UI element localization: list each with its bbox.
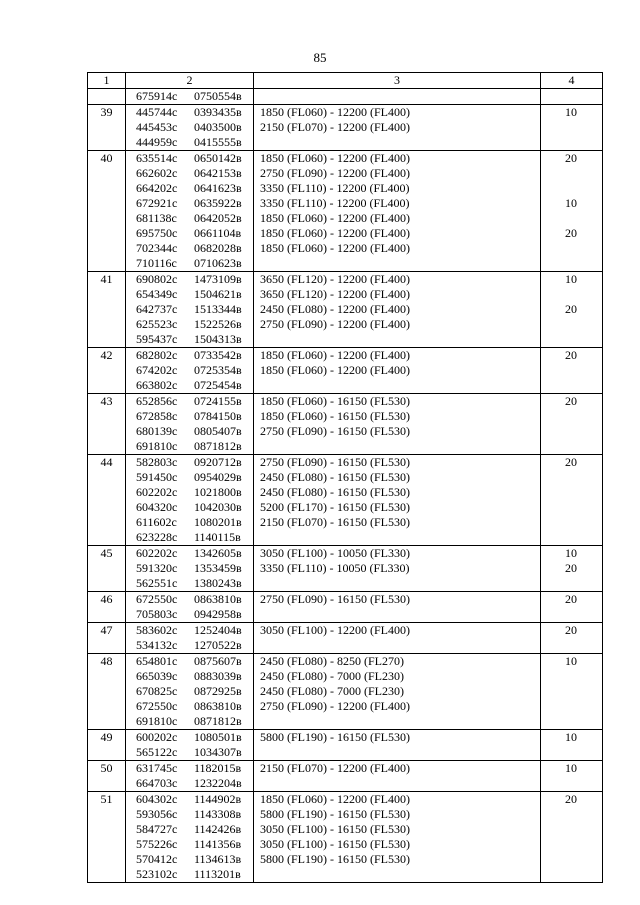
latitude-value: 662602c (136, 166, 178, 180)
value-line: 10 (565, 730, 577, 744)
coordinate-line (136, 807, 251, 822)
altitude-range: 5800 (FL190) - 16150 (FL530) (260, 807, 410, 821)
table-row (88, 455, 603, 546)
latitude-value: 584727c (136, 822, 178, 836)
coordinate-line (136, 363, 251, 378)
table-row (88, 348, 603, 394)
coordinate-line (136, 638, 251, 653)
latitude-value: 445744c (136, 105, 178, 119)
value-line: 10 (565, 196, 577, 210)
value-line: 20 (565, 455, 577, 469)
coordinate-line (136, 730, 251, 745)
latitude-value: 652856c (136, 394, 178, 408)
latitude-value: 670825c (136, 684, 178, 698)
row-number: 49 (88, 730, 126, 761)
longitude-value: 0642153в (194, 166, 242, 180)
altitude-range: 3650 (FL120) - 12200 (FL400) (260, 287, 410, 301)
value-cell (541, 761, 603, 792)
coordinate-line (136, 867, 251, 882)
coordinates-cell (126, 623, 254, 654)
value-cell (541, 546, 603, 592)
altitude-range: 2750 (FL090) - 16150 (FL530) (260, 424, 410, 438)
coordinate-line (136, 120, 251, 135)
coordinate-line (136, 837, 251, 852)
value-cell (541, 394, 603, 455)
latitude-value: 625523c (136, 317, 178, 331)
table-row (88, 623, 603, 654)
longitude-value: 1021800в (194, 485, 242, 499)
page-number: 85 (313, 50, 327, 65)
longitude-value: 0710623в (194, 256, 242, 270)
coordinates-cell (126, 792, 254, 883)
latitude-value: 663802c (136, 378, 178, 392)
value-line: 10 (565, 105, 577, 119)
coordinate-line (136, 439, 251, 454)
altitude-range: 2450 (FL080) - 7000 (FL230) (260, 684, 404, 698)
latitude-value: 602202c (136, 546, 178, 560)
latitude-value: 604320c (136, 500, 178, 514)
latitude-value: 445453c (136, 120, 178, 134)
altitude-cell (254, 546, 541, 592)
longitude-value: 0954029в (194, 470, 242, 484)
altitude-range: 2450 (FL080) - 16150 (FL530) (260, 485, 410, 499)
coordinate-line (136, 455, 251, 470)
coordinate-line (136, 211, 251, 226)
latitude-value: 680139c (136, 424, 178, 438)
altitude-cell (254, 455, 541, 546)
coordinate-line (136, 135, 251, 150)
value-line: 20 (565, 348, 577, 362)
value-line: 10 (565, 761, 577, 775)
table-row (88, 730, 603, 761)
coordinate-line (136, 348, 251, 363)
latitude-value: 523102c (136, 867, 178, 881)
header-row (88, 73, 603, 89)
row-number: 46 (88, 592, 126, 623)
row-number: 50 (88, 761, 126, 792)
altitude-cell (254, 592, 541, 623)
latitude-value: 611602c (136, 515, 177, 529)
coordinate-line (136, 515, 251, 530)
altitude-range: 1850 (FL060) - 12200 (FL400) (260, 211, 410, 225)
coordinate-line (136, 317, 251, 332)
row-number: 40 (88, 151, 126, 272)
longitude-value: 0942958в (194, 607, 242, 621)
altitude-cell (254, 394, 541, 455)
altitude-range: 2750 (FL090) - 12200 (FL400) (260, 317, 410, 331)
value-line (565, 166, 600, 181)
coordinate-line (136, 256, 251, 271)
value-cell (541, 272, 603, 348)
longitude-value: 0650142в (194, 151, 242, 165)
coordinate-line (136, 485, 251, 500)
altitude-range: 1850 (FL060) - 16150 (FL530) (260, 409, 410, 423)
coordinate-line (136, 166, 251, 181)
coordinate-line (136, 822, 251, 837)
value-cell (541, 654, 603, 730)
longitude-value: 1232204в (194, 776, 242, 790)
longitude-value: 0784150в (194, 409, 242, 423)
longitude-value: 0733542в (194, 348, 242, 362)
longitude-value: 1134613в (194, 852, 242, 866)
value-line (565, 287, 600, 302)
value-cell (541, 105, 603, 151)
coordinates-cell (126, 348, 254, 394)
longitude-value: 1141356в (194, 837, 242, 851)
coordinate-line (136, 151, 251, 166)
value-cell (541, 89, 603, 105)
coordinate-line (136, 241, 251, 256)
altitude-range: 1850 (FL060) - 16150 (FL530) (260, 394, 410, 408)
longitude-value: 1034307в (194, 745, 242, 759)
coordinate-line (136, 669, 251, 684)
value-cell (541, 730, 603, 761)
latitude-value: 702344c (136, 241, 178, 255)
latitude-value: 672550c (136, 699, 178, 713)
coordinate-line (136, 776, 251, 791)
value-cell (541, 623, 603, 654)
latitude-value: 604302c (136, 792, 178, 806)
coordinates-cell (126, 761, 254, 792)
longitude-value: 1342605в (194, 546, 242, 560)
column-header-4: 4 (541, 73, 603, 89)
value-line (565, 181, 600, 196)
latitude-value: 664202c (136, 181, 178, 195)
value-cell (541, 348, 603, 394)
longitude-value: 0871812в (194, 714, 242, 728)
value-line: 10 (565, 272, 577, 286)
coordinate-line (136, 89, 251, 104)
latitude-value: 642737c (136, 302, 178, 316)
longitude-value: 1252404в (194, 623, 242, 637)
longitude-value: 1504313в (194, 332, 242, 346)
latitude-value: 595437c (136, 332, 178, 346)
table-row (88, 394, 603, 455)
coordinate-line (136, 546, 251, 561)
coordinates-cell (126, 654, 254, 730)
row-number (88, 89, 126, 105)
longitude-value: 1270522в (194, 638, 242, 652)
coordinate-line (136, 530, 251, 545)
longitude-value: 0725354в (194, 363, 242, 377)
coordinate-line (136, 623, 251, 638)
latitude-value: 444959c (136, 135, 178, 149)
longitude-value: 0724155в (194, 394, 242, 408)
longitude-value: 1504621в (194, 287, 242, 301)
coordinate-line (136, 561, 251, 576)
latitude-value: 674202c (136, 363, 178, 377)
altitude-range: 3650 (FL120) - 12200 (FL400) (260, 272, 410, 286)
altitude-range: 2750 (FL090) - 12200 (FL400) (260, 166, 410, 180)
coordinate-line (136, 287, 251, 302)
longitude-value: 1143308в (194, 807, 242, 821)
latitude-value: 600202c (136, 730, 178, 744)
longitude-value: 0393435в (194, 105, 242, 119)
latitude-value: 681138c (136, 211, 177, 225)
latitude-value: 631745c (136, 761, 178, 775)
coordinate-line (136, 378, 251, 393)
latitude-value: 602202c (136, 485, 178, 499)
longitude-value: 1113201в (194, 867, 241, 881)
altitude-cell (254, 623, 541, 654)
value-line: 20 (565, 226, 577, 240)
altitude-range: 1850 (FL060) - 12200 (FL400) (260, 348, 410, 362)
latitude-value: 583602c (136, 623, 178, 637)
coordinate-line (136, 226, 251, 241)
latitude-value: 654349c (136, 287, 178, 301)
table-body (88, 73, 603, 883)
longitude-value: 1513344в (194, 302, 242, 316)
coordinates-cell (126, 105, 254, 151)
latitude-value: 593056c (136, 807, 178, 821)
row-number: 41 (88, 272, 126, 348)
table-row (88, 546, 603, 592)
latitude-value: 635514c (136, 151, 178, 165)
altitude-range: 1850 (FL060) - 12200 (FL400) (260, 363, 410, 377)
table-row (88, 105, 603, 151)
longitude-value: 0403500в (194, 120, 242, 134)
latitude-value: 591450c (136, 470, 178, 484)
altitude-cell (254, 151, 541, 272)
coordinates-cell (126, 455, 254, 546)
altitude-range: 2450 (FL080) - 7000 (FL230) (260, 669, 404, 683)
altitude-range: 3050 (FL100) - 16150 (FL530) (260, 837, 410, 851)
altitude-range: 3350 (FL110) - 10050 (FL330) (260, 561, 410, 575)
latitude-value: 623228c (136, 530, 178, 544)
longitude-value: 1522526в (194, 317, 242, 331)
altitude-cell (254, 348, 541, 394)
altitude-cell (254, 272, 541, 348)
longitude-value: 1353459в (194, 561, 242, 575)
altitude-range: 5200 (FL170) - 16150 (FL530) (260, 500, 410, 514)
coordinates-cell (126, 394, 254, 455)
coordinates-cell (126, 730, 254, 761)
altitude-range: 3350 (FL110) - 12200 (FL400) (260, 181, 410, 195)
value-line: 20 (565, 561, 577, 575)
longitude-value: 0725454в (194, 378, 242, 392)
longitude-value: 1142426в (194, 822, 242, 836)
coordinates-cell (126, 151, 254, 272)
altitude-range: 3050 (FL100) - 16150 (FL530) (260, 822, 410, 836)
table-row (88, 272, 603, 348)
longitude-value: 0871812в (194, 439, 242, 453)
altitude-cell (254, 730, 541, 761)
latitude-value: 675914c (136, 89, 178, 103)
longitude-value: 1080201в (194, 515, 242, 529)
altitude-range: 2450 (FL080) - 16150 (FL530) (260, 470, 410, 484)
altitude-range: 2450 (FL080) - 12200 (FL400) (260, 302, 410, 316)
row-number: 45 (88, 546, 126, 592)
altitude-range: 1850 (FL060) - 12200 (FL400) (260, 792, 410, 806)
row-number: 44 (88, 455, 126, 546)
coordinate-line (136, 792, 251, 807)
coordinate-line (136, 852, 251, 867)
altitude-range: 3050 (FL100) - 10050 (FL330) (260, 546, 410, 560)
row-number: 42 (88, 348, 126, 394)
altitude-cell (254, 761, 541, 792)
value-line: 20 (565, 592, 577, 606)
latitude-value: 534132c (136, 638, 178, 652)
coordinates-cell (126, 272, 254, 348)
longitude-value: 0661104в (194, 226, 242, 240)
coordinate-line (136, 684, 251, 699)
value-line: 20 (565, 302, 577, 316)
longitude-value: 0883039в (194, 669, 242, 683)
coordinate-line (136, 302, 251, 317)
altitude-range: 2450 (FL080) - 8250 (FL270) (260, 654, 404, 668)
longitude-value: 1182015в (194, 761, 242, 775)
latitude-value: 691810c (136, 439, 178, 453)
value-line: 20 (565, 623, 577, 637)
longitude-value: 1042030в (194, 500, 242, 514)
airspace-table (87, 72, 603, 883)
value-line: 10 (565, 546, 577, 560)
longitude-value: 0641623в (194, 181, 242, 195)
altitude-range: 5800 (FL190) - 16150 (FL530) (260, 852, 410, 866)
coordinate-line (136, 654, 251, 669)
coordinate-line (136, 761, 251, 776)
table-row (88, 792, 603, 883)
longitude-value: 1380243в (194, 576, 242, 590)
value-line: 10 (565, 654, 577, 668)
latitude-value: 691810c (136, 714, 178, 728)
longitude-value: 1144902в (194, 792, 242, 806)
latitude-value: 575226c (136, 837, 178, 851)
latitude-value: 562551c (136, 576, 178, 590)
longitude-value: 0635922в (194, 196, 242, 210)
row-number: 39 (88, 105, 126, 151)
latitude-value: 672921c (136, 196, 178, 210)
latitude-value: 690802c (136, 272, 178, 286)
column-header-3: 3 (254, 73, 541, 89)
value-line: 20 (565, 394, 577, 408)
column-header-2: 2 (126, 73, 254, 89)
altitude-range: 2150 (FL070) - 16150 (FL530) (260, 515, 410, 529)
latitude-value: 705803c (136, 607, 178, 621)
longitude-value: 0875607в (194, 654, 242, 668)
coordinate-line (136, 196, 251, 211)
altitude-cell (254, 89, 541, 105)
longitude-value: 0872925в (194, 684, 242, 698)
row-number: 43 (88, 394, 126, 455)
longitude-value: 0682028в (194, 241, 242, 255)
latitude-value: 710116c (136, 256, 177, 270)
coordinates-cell (126, 546, 254, 592)
coordinate-line (136, 745, 251, 760)
latitude-value: 565122c (136, 745, 178, 759)
value-line: 20 (565, 792, 577, 806)
table-row (88, 592, 603, 623)
coordinate-line (136, 714, 251, 729)
latitude-value: 672550c (136, 592, 178, 606)
column-header-1: 1 (88, 73, 126, 89)
longitude-value: 1080501в (194, 730, 242, 744)
coordinate-line (136, 272, 251, 287)
latitude-value: 654801c (136, 654, 178, 668)
longitude-value: 0642052в (194, 211, 242, 225)
longitude-value: 0863810в (194, 592, 242, 606)
latitude-value: 591320c (136, 561, 178, 575)
value-line (565, 211, 600, 226)
coordinate-line (136, 105, 251, 120)
longitude-value: 0415555в (194, 135, 242, 149)
altitude-range: 2750 (FL090) - 16150 (FL530) (260, 455, 410, 469)
coordinate-line (136, 424, 251, 439)
table-row (88, 151, 603, 272)
value-line: 20 (565, 151, 577, 165)
altitude-range: 1850 (FL060) - 12200 (FL400) (260, 226, 410, 240)
longitude-value: 0750554в (194, 89, 242, 103)
latitude-value: 695750c (136, 226, 178, 240)
longitude-value: 1473109в (194, 272, 242, 286)
altitude-range: 2150 (FL070) - 12200 (FL400) (260, 761, 410, 775)
latitude-value: 664703c (136, 776, 178, 790)
coordinate-line (136, 699, 251, 714)
row-number: 47 (88, 623, 126, 654)
coordinate-line (136, 394, 251, 409)
coordinate-line (136, 500, 251, 515)
row-number: 51 (88, 792, 126, 883)
altitude-cell (254, 792, 541, 883)
coordinate-line (136, 576, 251, 591)
value-cell (541, 792, 603, 883)
coordinates-cell (126, 592, 254, 623)
value-cell (541, 151, 603, 272)
altitude-range: 2750 (FL090) - 12200 (FL400) (260, 699, 410, 713)
value-cell (541, 592, 603, 623)
table-row (88, 654, 603, 730)
row-number: 48 (88, 654, 126, 730)
table-row (88, 761, 603, 792)
coordinate-line (136, 332, 251, 347)
value-cell (541, 455, 603, 546)
coordinate-line (136, 592, 251, 607)
coordinate-line (136, 470, 251, 485)
altitude-range: 3050 (FL100) - 12200 (FL400) (260, 623, 410, 637)
altitude-cell (254, 105, 541, 151)
altitude-range: 1850 (FL060) - 12200 (FL400) (260, 105, 410, 119)
altitude-range: 2750 (FL090) - 16150 (FL530) (260, 592, 410, 606)
latitude-value: 672858c (136, 409, 178, 423)
longitude-value: 0920712в (194, 455, 242, 469)
altitude-cell (254, 654, 541, 730)
coordinate-line (136, 181, 251, 196)
latitude-value: 665039c (136, 669, 178, 683)
latitude-value: 570412c (136, 852, 178, 866)
longitude-value: 0805407в (194, 424, 242, 438)
longitude-value: 1140115в (194, 530, 241, 544)
altitude-range: 1850 (FL060) - 12200 (FL400) (260, 151, 410, 165)
coordinate-line (136, 607, 251, 622)
latitude-value: 682802c (136, 348, 178, 362)
table-row (88, 89, 603, 105)
longitude-value: 0863810в (194, 699, 242, 713)
altitude-range: 1850 (FL060) - 12200 (FL400) (260, 241, 410, 255)
altitude-range: 2150 (FL070) - 12200 (FL400) (260, 120, 410, 134)
latitude-value: 582803c (136, 455, 178, 469)
coordinate-line (136, 409, 251, 424)
altitude-range: 5800 (FL190) - 16150 (FL530) (260, 730, 410, 744)
coordinates-cell (126, 89, 254, 105)
altitude-range: 3350 (FL110) - 12200 (FL400) (260, 196, 410, 210)
